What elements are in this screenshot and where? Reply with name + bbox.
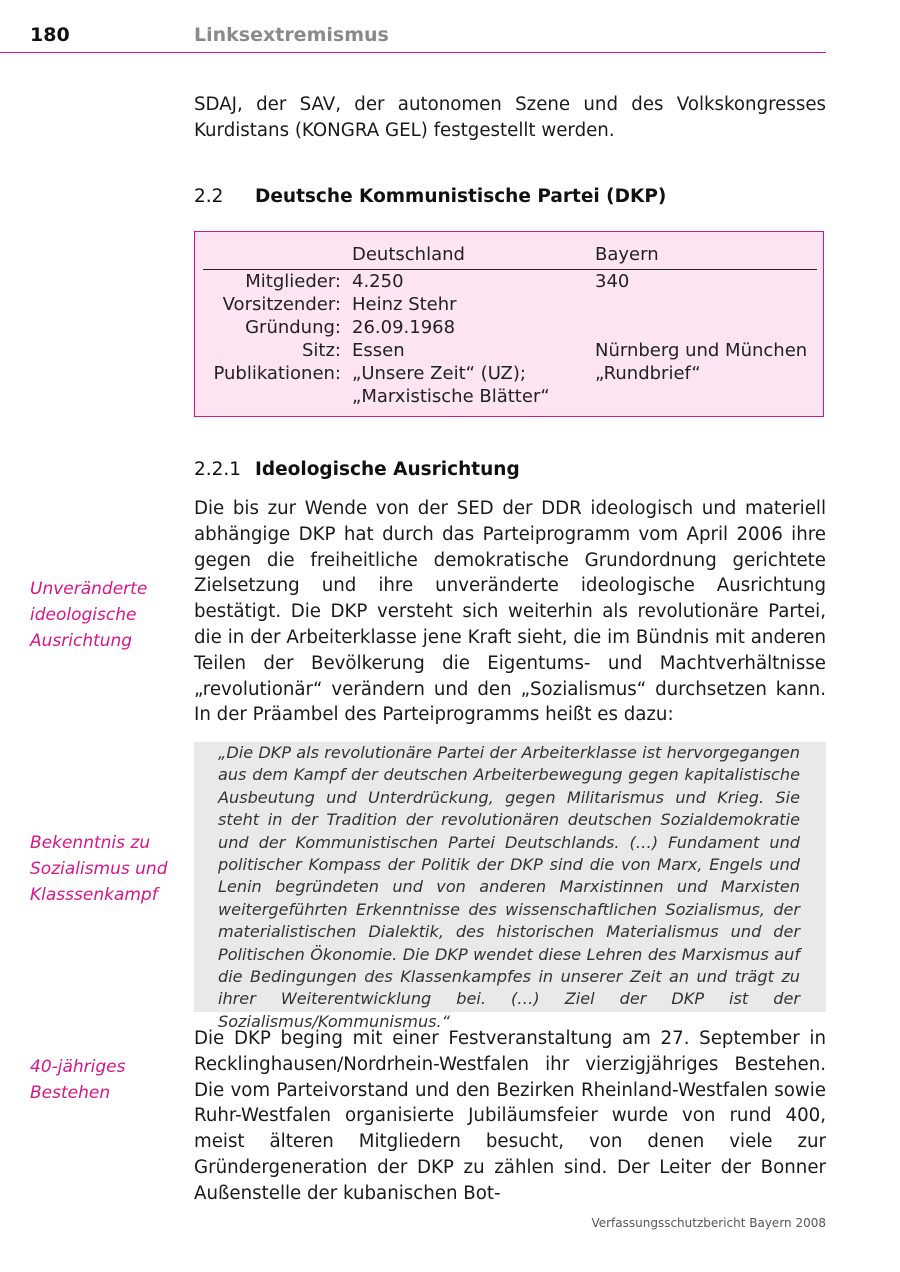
row-label: Publikationen: (213, 363, 341, 384)
section-title: Deutsche Kommunistische Partei (DKP) (255, 186, 667, 207)
fact-box-rule (203, 269, 817, 270)
margin-note: 40-jähriges Bestehen (30, 1057, 126, 1103)
section-heading (194, 186, 666, 207)
row-value-bavaria: 340 (595, 271, 630, 292)
subsection-title: Ideologische Ausrichtung (255, 459, 520, 480)
row-label: Vorsitzender: (222, 294, 341, 315)
paragraph-ideology: Die bis zur Wende von der SED der DDR ideologisch und materiell abhängige DKP hat durch das Parteiprogramm vom April 2006 ihre gegen die freiheitliche demokratische Grundordnung gerichtete Zielsetzung und ihre unveränderte ideologische Ausrichtung bestätigt. Die DKP versteht sich weiterhin als revolutionäre Partei, die in der Arbeiterklasse jene Kraft sieht, die im Bündnis mit anderen Teilen der Bevölkerung die Eigentums- und Machtverhältnisse „revolutionär“ verändern und den „Sozialismus“ durchsetzen kann. In der Präambel des Parteiprogramms heißt es dazu: (194, 498, 826, 726)
page-number: 180 (30, 24, 70, 46)
margin-note: Unveränderte ideologische Ausrichtung (30, 579, 148, 651)
row-label: Mitglieder: (245, 271, 341, 292)
row-value-germany: Essen (352, 340, 405, 361)
fact-box-col-bavaria: Bayern (595, 244, 659, 265)
row-value-germany: 4.250 (352, 271, 404, 292)
page-footer: Verfassungsschutzbericht Bayern 2008 (591, 1216, 826, 1230)
row-label: Gründung: (245, 317, 341, 338)
row-value-germany: „Marxistische Blätter“ (352, 386, 550, 407)
fact-box-row (195, 271, 825, 294)
fact-box-row (195, 363, 825, 386)
row-value-germany: „Unsere Zeit“ (UZ); (352, 363, 526, 384)
header-rule (0, 52, 826, 53)
row-value-bavaria: Nürnberg und München (595, 340, 808, 361)
fact-box-col-germany: Deutschland (352, 244, 465, 265)
row-value-germany: 26.09.1968 (352, 317, 456, 338)
subsection-heading (194, 459, 520, 480)
fact-box-row (195, 340, 825, 363)
section-number: 2.2 (194, 186, 224, 207)
paragraph-anniversary: Die DKP beging mit einer Festveranstaltung am 27. September in Recklinghausen/Nordrhein-Westfalen ihr vierzigjähriges Bestehen. Die vom Parteivorstand und den Bezirken Rheinland-Westfalen sowie Ruhr-Westfalen organisierte Jubiläumsfeier wurde von rund 400, meist älteren Mitgliedern besucht, von denen viele zur Gründergeneration der DKP zu zählen sind. Der Leiter der Bonner Außenstelle der kubanischen Bot- (194, 1028, 826, 1204)
running-header-title: Linksextremismus (194, 24, 389, 46)
row-label: Sitz: (302, 340, 341, 361)
program-quote-box (194, 742, 826, 1031)
subsection-number: 2.2.1 (194, 459, 242, 480)
fact-box-row (195, 386, 825, 409)
fact-box-row (195, 294, 825, 317)
intro-paragraph: SDAJ, der SAV, der autonomen Szene und des Volkskongresses Kurdistans (KONGRA GEL) festgestellt werden. (194, 94, 826, 141)
fact-box-row (195, 317, 825, 340)
row-value-bavaria: „Rundbrief“ (595, 363, 701, 384)
margin-note: Bekenntnis zu Sozialismus und Klasssenkampf (30, 833, 168, 905)
row-value-germany: Heinz Stehr (352, 294, 457, 315)
program-quote: „Die DKP als revolutionäre Partei der Arbeiterklasse ist hervorgegangen aus dem Kampf der deutschen Arbeiterbewegung gegen kapitalistische Ausbeutung und Unterdrückung, gegen Militarismus und Krieg. Sie steht in der Tradition der revolutionären deutschen Sozialdemokratie und der Kommunistischen Partei Deutschlands. (…) Fundament und politischer Kompass der Politik der DKP sind die von Marx, Engels und Lenin begründeten und von anderen Marxistinnen und Marxisten weitergeführten Erkenntnisse des wissenschaftlichen Sozialismus, der materialistischen Dialektik, des historischen Materialismus und der Politischen Ökonomie. Die DKP wendet diese Lehren des Marxismus auf die Bedingungen des Klassenkampfes in unserer Zeit an und trägt zu ihrer Weiterentwicklung bei. (…) Ziel der DKP ist der Sozialismus/Kommunismus.“ (218, 743, 800, 1031)
fact-box (194, 231, 824, 417)
